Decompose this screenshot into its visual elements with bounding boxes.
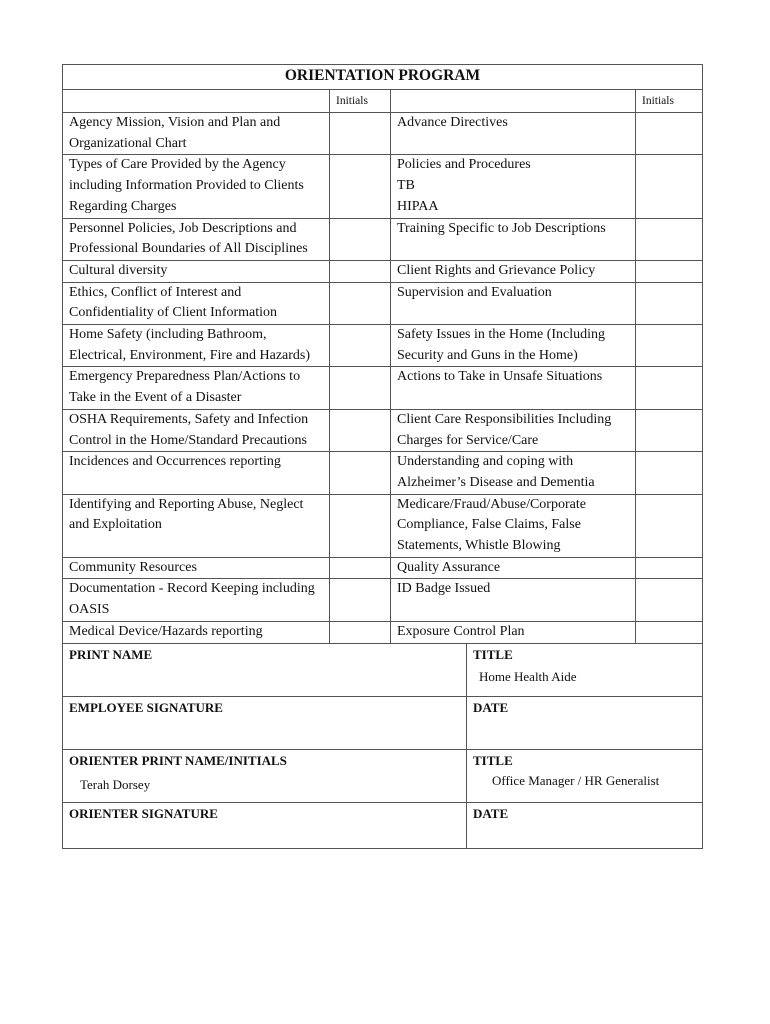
- checklist-item-right: Client Rights and Grievance Policy: [391, 260, 636, 282]
- initials-box-right[interactable]: [636, 621, 703, 643]
- checklist-item-left: Incidences and Occurrences reporting: [63, 452, 330, 494]
- initials-box-right[interactable]: [636, 494, 703, 557]
- header-blank-right: [391, 90, 636, 113]
- checklist-item-left: Cultural diversity: [63, 260, 330, 282]
- checklist-item-left: OSHA Requirements, Safety and Infection Control in the Home/Standard Precautions: [63, 409, 330, 451]
- checklist-item-right: Policies and Procedures TB HIPAA: [391, 155, 636, 218]
- checklist-row: [63, 325, 703, 367]
- checklist-row: [63, 218, 703, 260]
- orienter-title-label: TITLE: [473, 752, 513, 768]
- initials-box-left[interactable]: [330, 579, 391, 621]
- checklist-item-right: Actions to Take in Unsafe Situations: [391, 367, 636, 409]
- employee-signature-field[interactable]: [63, 696, 467, 749]
- checklist-item-left: Ethics, Conflict of Interest and Confidentiality of Client Information: [63, 282, 330, 324]
- initials-box-left[interactable]: [330, 367, 391, 409]
- employee-signature-label: EMPLOYEE SIGNATURE: [69, 699, 223, 715]
- orienter-date-label: DATE: [473, 805, 509, 821]
- initials-box-right[interactable]: [636, 452, 703, 494]
- checklist-item-left: Documentation - Record Keeping including OASIS: [63, 579, 330, 621]
- initials-box-right[interactable]: [636, 367, 703, 409]
- checklist-item-right: Training Specific to Job Descriptions: [391, 218, 636, 260]
- checklist-item-left: Home Safety (including Bathroom, Electrical, Environment, Fire and Hazards): [63, 325, 330, 367]
- initials-box-right[interactable]: [636, 155, 703, 218]
- checklist-row: [63, 409, 703, 451]
- checklist-row: [63, 260, 703, 282]
- initials-box-left[interactable]: [330, 260, 391, 282]
- checklist-row: [63, 557, 703, 579]
- title-field[interactable]: [467, 643, 703, 696]
- initials-box-right[interactable]: [636, 260, 703, 282]
- orienter-signature-label: ORIENTER SIGNATURE: [69, 805, 218, 821]
- checklist-item-right: Safety Issues in the Home (Including Security and Guns in the Home): [391, 325, 636, 367]
- header-blank-left: [63, 90, 330, 113]
- orienter-print-name-value: Terah Dorsey: [80, 776, 151, 792]
- checklist-row: [63, 155, 703, 218]
- checklist-row: [63, 367, 703, 409]
- checklist-item-right: Client Care Responsibilities Including Charges for Service/Care: [391, 409, 636, 451]
- orientation-checklist-table: [62, 64, 703, 644]
- initials-box-left[interactable]: [330, 494, 391, 557]
- checklist-item-right: Quality Assurance: [391, 557, 636, 579]
- checklist-row: [63, 113, 703, 155]
- initials-box-right[interactable]: [636, 113, 703, 155]
- orienter-signature-field[interactable]: [63, 802, 467, 848]
- initials-box-left[interactable]: [330, 325, 391, 367]
- initials-box-right[interactable]: [636, 325, 703, 367]
- orienter-print-name-field[interactable]: [63, 749, 467, 802]
- orienter-date-field[interactable]: [467, 802, 703, 848]
- signature-table: [62, 643, 703, 849]
- initials-box-left[interactable]: [330, 557, 391, 579]
- checklist-item-right: Supervision and Evaluation: [391, 282, 636, 324]
- checklist-item-left: Emergency Preparedness Plan/Actions to Take in the Event of a Disaster: [63, 367, 330, 409]
- checklist-row: [63, 621, 703, 643]
- orienter-title-value: Office Manager / HR Generalist: [492, 772, 660, 788]
- initials-box-right[interactable]: [636, 218, 703, 260]
- initials-box-left[interactable]: [330, 409, 391, 451]
- checklist-item-right: Medicare/Fraud/Abuse/Corporate Compliance, False Claims, False Statements, Whistle Blowing: [391, 494, 636, 557]
- checklist-item-right: Understanding and coping with Alzheimer’s Disease and Dementia: [391, 452, 636, 494]
- checklist-row: [63, 494, 703, 557]
- date-label: DATE: [473, 699, 509, 715]
- print-name-label: PRINT NAME: [69, 646, 153, 662]
- form-title: ORIENTATION PROGRAM: [63, 65, 703, 90]
- date-field[interactable]: [467, 696, 703, 749]
- initials-box-left[interactable]: [330, 282, 391, 324]
- checklist-row: [63, 282, 703, 324]
- orienter-print-name-label: ORIENTER PRINT NAME/INITIALS: [69, 752, 287, 768]
- title-value: Home Health Aide: [479, 668, 577, 684]
- initials-box-left[interactable]: [330, 113, 391, 155]
- checklist-item-right: Exposure Control Plan: [391, 621, 636, 643]
- checklist-item-left: Identifying and Reporting Abuse, Neglect and Exploitation: [63, 494, 330, 557]
- initials-header-right: Initials: [636, 90, 703, 113]
- checklist-item-left: Medical Device/Hazards reporting: [63, 621, 330, 643]
- initials-box-left[interactable]: [330, 218, 391, 260]
- initials-box-right[interactable]: [636, 409, 703, 451]
- checklist-rows: [63, 113, 703, 644]
- orientation-form: [62, 64, 702, 849]
- title-label: TITLE: [473, 646, 513, 662]
- orienter-title-field[interactable]: [467, 749, 703, 802]
- checklist-item-left: Community Resources: [63, 557, 330, 579]
- checklist-item-left: Agency Mission, Vision and Plan and Organizational Chart: [63, 113, 330, 155]
- initials-box-left[interactable]: [330, 621, 391, 643]
- initials-box-right[interactable]: [636, 282, 703, 324]
- checklist-item-right: Advance Directives: [391, 113, 636, 155]
- initials-box-right[interactable]: [636, 557, 703, 579]
- initials-box-right[interactable]: [636, 579, 703, 621]
- checklist-item-left: Personnel Policies, Job Descriptions and Professional Boundaries of All Disciplines: [63, 218, 330, 260]
- checklist-row: [63, 452, 703, 494]
- checklist-item-left: Types of Care Provided by the Agency including Information Provided to Clients Regarding Charges: [63, 155, 330, 218]
- print-name-field[interactable]: [63, 643, 467, 696]
- initials-header-left: Initials: [330, 90, 391, 113]
- initials-box-left[interactable]: [330, 452, 391, 494]
- initials-box-left[interactable]: [330, 155, 391, 218]
- checklist-item-right: ID Badge Issued: [391, 579, 636, 621]
- checklist-row: [63, 579, 703, 621]
